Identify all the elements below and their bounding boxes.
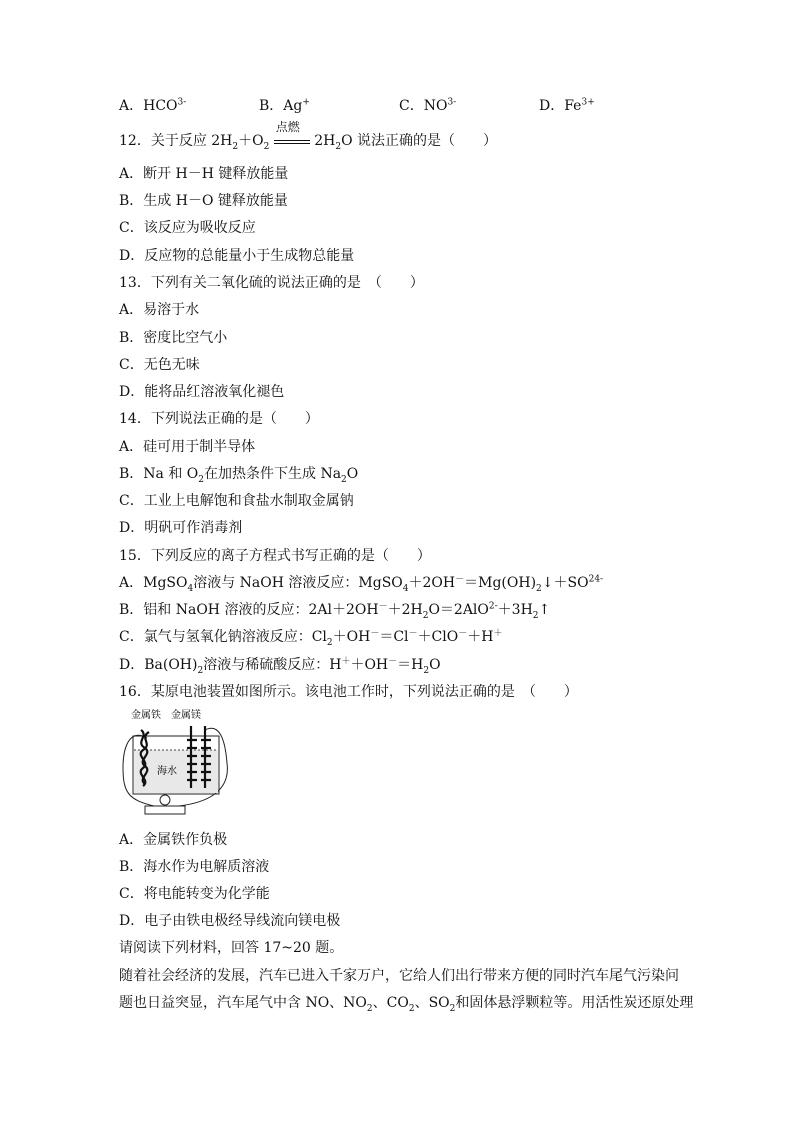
q15-option-c: C．氯气与氢氧化钠溶液反应：$Cl_2+OH^-=Cl^-+ClO^-+H^+$ [119,628,503,648]
figure-label-magnesium: 金属镁 [171,710,201,721]
q16-option-c: C．将电能转变为化学能 [119,886,270,902]
q14-stem: 14．下列说法正确的是（ ） [119,411,319,427]
q13-stem: 13．下列有关二氧化硫的说法正确的是 （ ） [119,275,424,291]
q16-option-a: A．金属铁作负极 [119,832,228,848]
q12-stem: 12．关于反应 $2H_2+O_2$ 点燃 $2H_2O$ 说法正确的是（ ） [119,120,498,152]
reading-intro: 请阅读下列材料，回答 17~20 题。 [119,940,344,956]
q16-option-d: D．电子由铁电极经导线流向镁电极 [119,913,341,929]
q13-option-d: D．能将品红溶液氧化褪色 [119,384,285,400]
q13-option-c: C．无色无味 [119,357,200,373]
q15-stem: 15．下列反应的离子方程式书写正确的是（ ） [119,548,431,564]
lamp-base [145,806,185,814]
galvanic-cell-figure [119,708,231,820]
q12-option-a: A．断开 H－H 键释放能量 [119,166,289,182]
figure-label-seawater: 海水 [157,766,177,777]
reading-paragraph-line-1: 随着社会经济的发展，汽车已进入千家万户，它给人们出行带来方便的同时汽车尾气污染问 [119,968,679,984]
q14-option-b: B．Na 和 $O_2$在加热条件下生成 $Na_2O$ [119,466,359,485]
q12-option-b: B．生成 H－O 键释放能量 [119,193,288,209]
q15-option-b: B．铝和 NaOH 溶液的反应：$2Al+2OH^-+2H_2O=2AlO^{2-}+3H_2↑$ [119,601,551,621]
q12-option-c: C．该反应为吸收反应 [119,220,256,236]
q16-option-b: B．海水作为电解质溶液 [119,859,270,875]
q14-option-a: A．硅可用于制半导体 [119,439,256,455]
q11-option-a: A．$HCO^{3-}$ [119,97,187,114]
q14-option-c: C．工业上电解饱和食盐水制取金属钠 [119,493,354,509]
figure-label-iron: 金属铁 [131,710,161,721]
q11-option-b: B．Ag+ [259,97,310,114]
q16-stem: 16．某原电池装置如图所示。该电池工作时，下列说法正确的是 （ ） [119,684,578,700]
q15-option-d: D．$Ba(OH)_2$溶液与稀硫酸反应：$H^++OH^-=H_2O$ [119,656,441,676]
q14-option-d: D．明矾可作消毒剂 [119,520,243,536]
bulb-icon [160,795,170,805]
q13-option-b: B．密度比空气小 [119,330,228,346]
q11-option-d: D．$Fe^{3+}$ [539,97,595,114]
reaction-condition: 点燃 [274,131,310,151]
reading-paragraph-line-2: 题也日益突显，汽车尾气中含 NO、$NO_2$、$CO_2$、$SO_2$和固体悬浮颗粒等。用活性炭还原处理 [119,995,694,1014]
q13-option-a: A．易溶于水 [119,302,200,318]
q11-option-c: C．$NO^{3-}$ [399,97,457,114]
q12-option-d: D．反应物的总能量小于生成物总能量 [119,248,355,264]
q15-option-a: A．MgSO$_4$溶液与 NaOH 溶液反应：$MgSO_4+2OH^-=Mg(OH)_2↓+SO^{24-}$ [119,574,604,594]
